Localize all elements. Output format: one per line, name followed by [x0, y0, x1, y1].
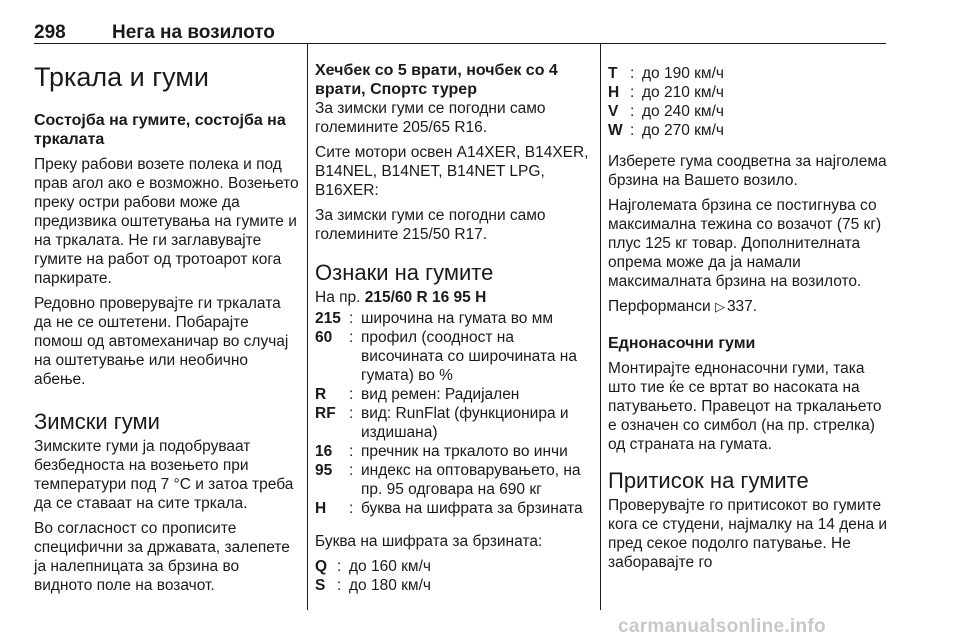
speed-row — [608, 121, 888, 140]
sub-heading-body-types: Хечбек со 5 врати, ночбек со 4 врати, Спортс турер — [315, 62, 558, 98]
definition-colon: : — [349, 443, 354, 460]
definition-key: H — [315, 500, 327, 517]
example-line — [315, 288, 592, 307]
speed-row — [608, 102, 888, 121]
definition-key: 95 — [315, 462, 333, 479]
example-code: 215/60 R 16 95 H — [364, 289, 487, 306]
chapter-title: Нега на возилото — [112, 22, 275, 43]
reference-page-link[interactable]: 337. — [726, 298, 758, 315]
definition-row — [315, 442, 592, 461]
paragraph: Редовно проверувајте ги тркалата да не се оштетени. Побарајте помош од автомеханичар во случај на оштетување или необично абење. — [34, 295, 289, 388]
speed-key: Q — [315, 558, 328, 575]
speed-colon: : — [630, 84, 635, 101]
definition-value: индекс на оптоварувањето, на пр. 95 одговара на 690 кг — [361, 462, 581, 498]
section-heading-winter-tyres: Зимски гуми — [34, 409, 160, 434]
paragraph: Изберете гума соодветна за најголема брзина на Вашето возило. — [608, 153, 887, 189]
column-3 — [608, 52, 888, 578]
speed-row — [608, 83, 888, 102]
definition-colon: : — [349, 500, 354, 517]
reference-line — [608, 297, 888, 316]
definition-colon: : — [349, 405, 354, 422]
column-1 — [34, 52, 300, 601]
definition-colon: : — [349, 462, 354, 479]
definition-row — [315, 328, 592, 385]
watermark: carmanualsonline.info — [618, 616, 826, 637]
speed-row — [315, 557, 592, 576]
example-prefix: На пр. — [315, 289, 361, 306]
definition-key: 16 — [315, 443, 333, 460]
page-title: Тркала и гуми — [34, 62, 209, 92]
definition-colon: : — [349, 386, 354, 403]
definition-value: широчина на гумата во мм — [361, 310, 554, 327]
speed-value: до 190 км/ч — [642, 65, 724, 82]
page-number: 298 — [34, 22, 66, 43]
definition-row — [315, 385, 592, 404]
page-header — [34, 8, 886, 44]
section-heading-directional-tyres: Еднонасочни гуми — [608, 335, 756, 352]
definition-row — [315, 461, 592, 499]
definition-row — [315, 309, 592, 328]
speed-key: V — [608, 103, 619, 120]
paragraph: Монтирајте еднонасочни гуми, така што тие ќе се вртат во насоката на патувањето. Правецот на тркалањето е означен со симбол (на пр. стрелка) од страната на гумата. — [608, 360, 882, 453]
reference-triangle-icon: ▷ — [714, 299, 725, 314]
definition-value: пречник на тркалото во инчи — [361, 443, 568, 460]
definition-key: 60 — [315, 329, 333, 346]
speed-key: S — [315, 577, 326, 594]
definition-colon: : — [349, 329, 354, 346]
definition-colon: : — [349, 310, 354, 327]
paragraph: Проверувајте го притисокот во гумите кога се студени, најмалку на 14 дена и пред секое подолго патување. Не заборавајте го — [608, 497, 888, 571]
speed-colon: : — [630, 103, 635, 120]
paragraph: Буква на шифрата за брзината: — [315, 533, 543, 550]
definition-row — [315, 404, 592, 442]
speed-colon: : — [337, 577, 342, 594]
definition-key: R — [315, 386, 327, 403]
paragraph: За зимски гуми се погодни само големините 205/65 R16. — [315, 100, 546, 136]
definition-row — [315, 499, 592, 518]
speed-colon: : — [630, 122, 635, 139]
column-divider-1 — [307, 44, 308, 610]
speed-value: до 160 км/ч — [349, 558, 431, 575]
paragraph: За зимски гуми се погодни само големините 215/50 R17. — [315, 207, 546, 243]
column-divider-2 — [600, 44, 601, 610]
speed-colon: : — [630, 65, 635, 82]
speed-colon: : — [337, 558, 342, 575]
column-2 — [315, 52, 592, 595]
definition-key: RF — [315, 405, 336, 422]
section-heading-tyre-pressure: Притисок на гумите — [608, 468, 809, 493]
speed-value: до 180 км/ч — [349, 577, 431, 594]
speed-key: H — [608, 84, 620, 101]
definition-value: вид: RunFlat (функционира и издишана) — [361, 405, 569, 441]
speed-row — [608, 64, 888, 83]
speed-row — [315, 576, 592, 595]
speed-list — [315, 557, 592, 595]
speed-key: W — [608, 122, 623, 139]
definition-key: 215 — [315, 310, 341, 327]
definition-value: профил (соодност на височината со широчината на гумата) во % — [361, 329, 577, 384]
definition-list — [315, 309, 592, 518]
paragraph: Преку рабови возете полека и под прав агол ако е возможно. Возењето преку остри рабови може да предизвика оштетувања на гумите и на тркалата. Не ги заглавувајте гумите на работ од тротоарот кога паркирате. — [34, 156, 299, 287]
reference-label: Перформанси — [608, 298, 711, 315]
section-heading-tyre-designations: Ознаки на гумите — [315, 260, 494, 285]
paragraph: Најголемата брзина се постигнува со максимална тежина со возачот (75 кг) плус 125 кг товар. Дополнителната опрема може да ја намали максималната брзина на возилото. — [608, 197, 882, 290]
speed-key: T — [608, 65, 618, 82]
paragraph: Во согласност со прописите специфични за државата, залепете ја налепницата за брзина во видното поле на возачот. — [34, 520, 290, 594]
paragraph: Зимските гуми ја подобруваат безбедноста на возењето при температури под 7 °C и затоа треба да се ставаат на сите тркала. — [34, 438, 294, 512]
speed-value: до 270 км/ч — [642, 122, 724, 139]
definition-value: вид ремен: Радијален — [361, 386, 520, 403]
section-heading-tyre-condition: Состојба на гумите, состојба на тркалата — [34, 112, 286, 148]
speed-value: до 240 км/ч — [642, 103, 724, 120]
speed-value: до 210 км/ч — [642, 84, 724, 101]
speed-list — [608, 64, 888, 140]
definition-value: буква на шифрата за брзината — [361, 500, 583, 517]
paragraph: Сите мотори освен A14XER, B14XER, B14NEL, B14NET, B14NET LPG, B16XER: — [315, 144, 589, 199]
